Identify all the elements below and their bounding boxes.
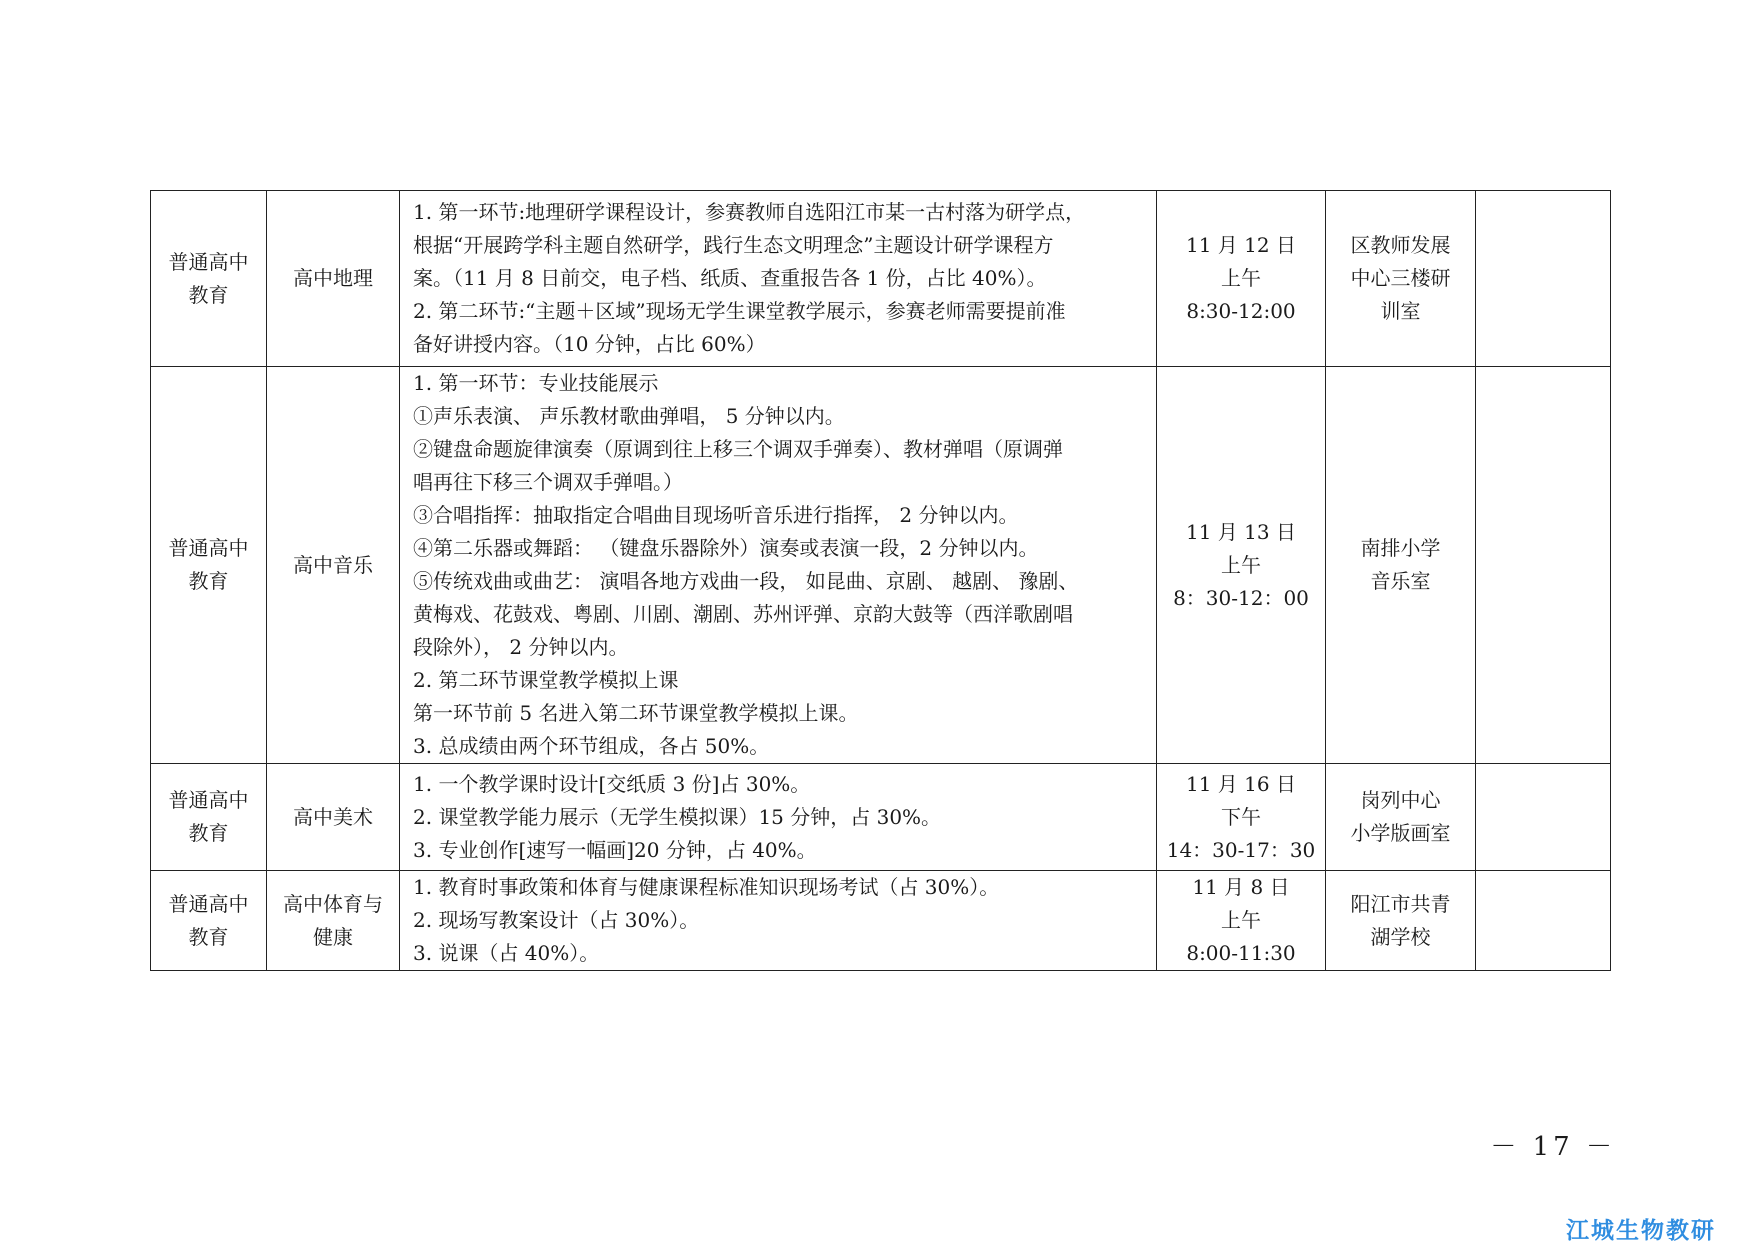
content-line: 1. 第一环节：专业技能展示	[413, 371, 659, 395]
subject-line: 高中美术	[293, 804, 373, 829]
time-line: 11 月 13 日	[1186, 519, 1296, 544]
level-line: 教育	[188, 821, 229, 845]
place-line: 中心三楼研	[1350, 266, 1451, 290]
content-line: 2. 第二环节课堂教学模拟上课	[413, 668, 679, 692]
level-line: 教育	[188, 569, 229, 593]
level-line: 教育	[188, 924, 229, 949]
content-line: 1. 一个教学课时设计[交纸质 3 份]占 30%。	[413, 771, 811, 796]
time-line: 11 月 16 日	[1186, 771, 1296, 796]
level-line: 普通高中	[168, 536, 249, 560]
place-line: 区教师发展	[1350, 233, 1451, 257]
table-row	[151, 191, 1611, 367]
content-line: 备好讲授内容。（10 分钟，占比 60%）	[413, 332, 766, 356]
place-line: 南排小学	[1360, 536, 1441, 560]
content-line: 3. 总成绩由两个环节组成，各占 50%。	[413, 734, 770, 758]
subject-cell	[267, 764, 400, 871]
content-line: ②键盘命题旋律演奏（原调到往上移三个调双手弹奏）、教材弹唱（原调弹	[413, 437, 1063, 461]
content-line: 第一环节前 5 名进入第二环节课堂教学模拟上课。	[413, 701, 859, 725]
place-line: 阳江市共青	[1350, 891, 1451, 916]
time-line: 8:30-12:00	[1186, 299, 1296, 323]
place-cell	[1326, 871, 1476, 971]
level-cell	[151, 367, 267, 764]
time-cell	[1157, 764, 1326, 871]
watermark: 江城生物教研	[1566, 1218, 1716, 1244]
time-line: 上午	[1221, 908, 1261, 932]
content-cell	[400, 871, 1157, 971]
content-line: 唱再往下移三个调双手弹唱。）	[413, 470, 683, 494]
place-cell	[1326, 764, 1476, 871]
time-line: 8：30-12：00	[1173, 585, 1309, 610]
time-cell	[1157, 191, 1326, 367]
content-line: 3. 专业创作[速写一幅画]20 分钟，占 40%。	[413, 837, 817, 862]
content-line: 2. 课堂教学能力展示（无学生模拟课）15 分钟，占 30%。	[413, 804, 942, 829]
content-line: 案。（11 月 8 日前交，电子档、纸质、查重报告各 1 份，占比 40%）。	[413, 266, 1047, 290]
subject-line: 高中体育与	[283, 891, 383, 916]
level-cell	[151, 871, 267, 971]
page-number: － 17 －	[1490, 1132, 1616, 1162]
content-line: 3. 说课（占 40%）。	[413, 941, 600, 965]
table-row	[151, 871, 1611, 971]
content-line: 黄梅戏、花鼓戏、粤剧、川剧、潮剧、苏州评弹、京韵大鼓等（西洋歌剧唱	[413, 602, 1073, 626]
subject-cell	[267, 191, 400, 367]
content-cell	[400, 191, 1157, 367]
table-row	[151, 367, 1611, 764]
subject-line: 高中音乐	[293, 552, 373, 577]
subject-line: 健康	[313, 924, 353, 949]
place-line: 音乐室	[1370, 569, 1431, 593]
subject-cell	[267, 367, 400, 764]
content-line: ①声乐表演、 声乐教材歌曲弹唱， 5 分钟以内。	[413, 404, 845, 428]
content-line: 2. 现场写教案设计（占 30%）。	[413, 908, 700, 932]
time-line: 上午	[1221, 266, 1261, 290]
content-line: 段除外）， 2 分钟以内。	[413, 635, 629, 659]
content-line: ⑤传统戏曲或曲艺： 演唱各地方戏曲一段， 如昆曲、京剧、 越剧、 豫剧、	[413, 569, 1079, 593]
content-cell	[400, 764, 1157, 871]
time-line: 14：30-17：30	[1166, 837, 1316, 862]
note-cell	[1476, 191, 1611, 367]
time-line: 8:00-11:30	[1186, 941, 1296, 965]
level-line: 普通高中	[168, 891, 249, 916]
content-line: ④第二乐器或舞蹈： （键盘乐器除外）演奏或表演一段，2 分钟以内。	[413, 536, 1039, 560]
time-line: 11 月 12 日	[1186, 233, 1296, 257]
content-cell	[400, 367, 1157, 764]
level-line: 普通高中	[168, 788, 249, 812]
place-line: 训室	[1380, 299, 1421, 323]
level-line: 教育	[188, 282, 229, 307]
place-line: 湖学校	[1370, 924, 1431, 949]
content-line: 2. 第二环节:“主题＋区域”现场无学生课堂教学展示，参赛老师需要提前准	[413, 299, 1066, 323]
content-line: ③合唱指挥：抽取指定合唱曲目现场听音乐进行指挥， 2 分钟以内。	[413, 503, 1019, 527]
schedule-table	[150, 190, 1611, 971]
time-line: 下午	[1221, 804, 1261, 829]
note-cell	[1476, 367, 1611, 764]
content-line: 根据“开展跨学科主题自然研学，践行生态文明理念”主题设计研学课程方	[413, 233, 1054, 257]
time-line: 上午	[1221, 552, 1261, 577]
schedule-table-body	[151, 191, 1611, 971]
time-cell	[1157, 367, 1326, 764]
place-cell	[1326, 191, 1476, 367]
time-cell	[1157, 871, 1326, 971]
level-line: 普通高中	[168, 249, 249, 274]
subject-cell	[267, 871, 400, 971]
level-cell	[151, 191, 267, 367]
note-cell	[1476, 871, 1611, 971]
place-line: 岗列中心	[1360, 788, 1441, 812]
content-line: 1. 第一环节:地理研学课程设计，参赛教师自选阳江市某一古村落为研学点，	[413, 200, 1086, 224]
table-row	[151, 764, 1611, 871]
place-cell	[1326, 367, 1476, 764]
place-line: 小学版画室	[1350, 821, 1451, 845]
note-cell	[1476, 764, 1611, 871]
level-cell	[151, 764, 267, 871]
time-line: 11 月 8 日	[1192, 875, 1290, 899]
content-line: 1. 教育时事政策和体育与健康课程标准知识现场考试（占 30%）。	[413, 875, 1000, 899]
subject-line: 高中地理	[293, 266, 373, 290]
